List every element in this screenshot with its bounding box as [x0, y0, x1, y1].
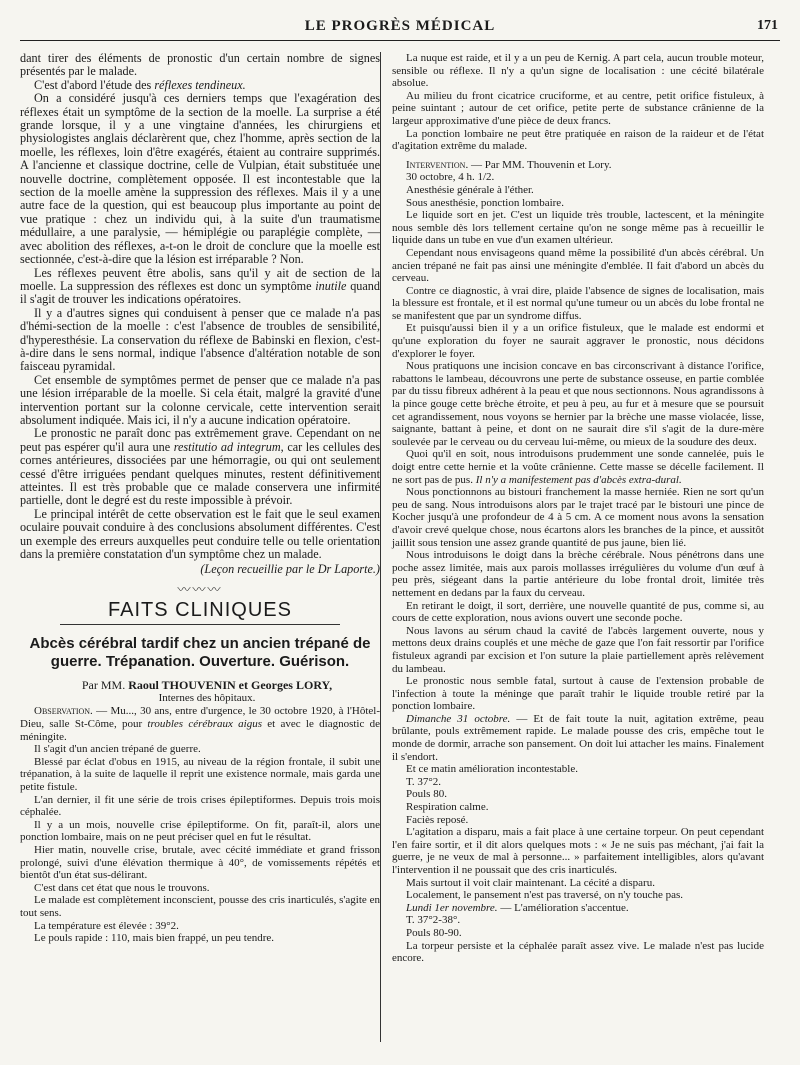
paragraph: Le pouls rapide : 110, mais bien frappé, un peu tendre. — [34, 932, 274, 945]
paragraph: Lundi 1er novembre. — L'amélioration s'accentue. — [406, 901, 629, 914]
paragraph: Nous pratiquons une incision concave en bas circonscrivant à distance l'orifice, rabattons le lambeau, découvrons une perte de substance osseuse, en partie comblée par du tissu fibreux adhérent à la peau et que nous sectionnons. Nous agrandissons à la pince gouge cette brèche étroite, et peu à peu, au fur et à mesure que se poursuit cet agrandissement, nous voyons se hernier par la brèche une masse violacée, lisse, saignante, battant à peine, et dont on ne saurait dire s'il s'agit de la dure-mère soulevée par le cerveau ou du cerveau lui-même, ou mieux de la soudure des deux. — [392, 360, 764, 448]
paragraph: La nuque est raide, et il y a un peu de Kernig. A part cela, aucun trouble moteur, sensible ou réflexe. Il n'y a qu'un signe de localisation : une cécité bilatérale absolue. — [392, 52, 764, 90]
paragraph: Cependant nous envisageons quand même la possibilité d'un abcès cérébral. Un ancien trépané ne fait pas ainsi une méningite d'emblée. Il fait d'abord un abcès du cerveau. — [392, 246, 764, 285]
paragraph: Nous introduisons le doigt dans la brèche cérébrale. Nous pénétrons dans une poche assez limitée, mais aux parois mollasses irrégulières du volume d'un œuf à peu près, siégeant dans la partie antérieure du lobe frontal droit, limitée très nettement en dedans par la faux du cerveau. — [392, 549, 764, 599]
paragraph: Le liquide sort en jet. C'est un liquide très trouble, lactescent, et la méningite nous semble dès lors tellement certaine qu'on ne songe même pas à recueillir le liquide dans un tube en vue d'un examen ultérieur. — [392, 209, 764, 247]
paragraph: Localement, le pansement n'est pas traversé, on n'y touche pas. — [406, 889, 684, 902]
page-number: 171 — [757, 18, 778, 33]
paragraph: T. 37°2-38°. — [406, 914, 461, 927]
paragraph: Contre ce diagnostic, à vrai dire, plaide l'absence de signes de localisation, mais la blessure est frontale, et il est normal qu'une tumeur ou un abcès du lobe frontal ne se manifestent que par un syndrome diffus. — [392, 284, 764, 322]
heading-rule — [60, 624, 340, 625]
paragraph: Le pronostic ne paraît donc pas extrêmement grave. Cependant on ne peut pas espérer qu'il aura une restitutio ad integrum, car les cellules des cornes antérieures, dissociées par une hémorragie, ou qui ont seulement cessé d'être irriguées pendant quelques minutes, restent définitivement atteintes. Il est très probable que ce malade conservera une infirmité partielle, dont le degré est du reste impossible à prévoir. — [20, 426, 380, 508]
paragraph: Il y a d'autres signes qui conduisent à penser que ce malade n'a pas d'hémi-section de la moelle : c'est l'absence de troubles de sensibilité, d'hyperesthésie. La conservation du réflexe de Babinski en flexion, c'est-à-dire dans le sens normal, indique l'absence d'altération notable de son faisceau pyramidal. — [20, 305, 380, 374]
observation-block — [20, 705, 380, 944]
paragraph: Nous lavons au sérum chaud la cavité de l'abcès largement ouverte, nous y mettons deux drains couplés et une mèche de gaze que l'on fait ressortir par l'orifice fistuleux agrandi par excision et l'on suture la plaie partiellement après relèvement du lambeau. — [392, 624, 764, 675]
paragraph: Sous anesthésie, ponction lombaire. — [406, 196, 564, 209]
paragraph: Dimanche 31 octobre. — Et de fait toute la nuit, agitation extrême, peau brûlante, pouls extrêmement rapide. Le malade pousse des cris, empêche tout le monde de dormir, arrache son pansement. On doit lui attacher les mains. Finalement il s'endort. — [392, 712, 764, 763]
paragraph: C'est d'abord l'étude des réflexes tendineux. — [34, 77, 246, 92]
paragraph: Observation. — Mu..., 30 ans, entre d'urgence, le 30 octobre 1920, à l'Hôtel-Dieu, salle St-Côme, pour troubles cérébraux aigus et avec le diagnostic de méningite. — [20, 705, 381, 743]
article-title: Abcès cérébral tardif chez un ancien trépané de guerre. Trépanation. Ouverture. Guérison. — [29, 634, 371, 670]
paragraph: dant tirer des éléments de pronostic d'un certain nombre de signes présentés par le malade. — [20, 51, 380, 79]
paragraph: La température est élevée : 39°2. — [34, 919, 179, 932]
paragraph: Anesthésie générale à l'éther. — [406, 183, 534, 196]
paragraph: La ponction lombaire ne peut être pratiquée en raison de la raideur et de l'état d'agitation extrême du malade. — [392, 127, 764, 153]
paragraph: Le pronostic nous semble fatal, surtout à cause de l'extension probable de l'infection à toute la méninge que paraît trahir le liquide trouble retiré par la ponction lombaire. — [392, 675, 764, 713]
paragraph: Nous ponctionnons au bistouri franchement la masse herniée. Rien ne sort qu'un peu de sang. Nous introduisons alors par le trajet tracé par le bistouri une pince de Kocher jusqu'à une profondeur de 4 à 5 cm. A ce moment nous avons la sensation d'avoir crevé quelque chose, nous écartons alors les branches de la pince, et aussitôt jaillit sous tension une assez grande quantité de pus jaune, bien lié. — [392, 486, 764, 549]
paragraph: Intervention. — Par MM. Thouvenin et Lory. — [406, 158, 612, 171]
right-column — [392, 52, 764, 965]
paragraph: Au milieu du front cicatrice cruciforme, et au centre, petit orifice fistuleux, à peine suintant ; autour de cet orifice, petite perte de substance crânienne de la largeur approximative d'une pièce de deux francs. — [392, 89, 764, 127]
paragraph: Mais surtout il voit clair maintenant. La cécité a disparu. — [406, 876, 655, 889]
column-divider — [380, 52, 381, 1042]
paragraph: 30 octobre, 4 h. 1/2. — [406, 171, 495, 184]
paragraph: Le malade est complètement inconscient, pousse des cris inarticulés, s'agite en tout sens. — [20, 894, 380, 919]
paragraph: T. 37°2. — [406, 775, 442, 788]
paragraph: Et ce matin amélioration incontestable. — [406, 763, 578, 776]
paragraph: En retirant le doigt, il sort, derrière, une nouvelle quantité de pus, comme si, au cours de cette exploration, nous avions ouvert une seconde poche. — [392, 599, 764, 625]
paragraph: Il s'agit d'un ancien trépané de guerre. — [34, 743, 201, 756]
paragraph: Le principal intérêt de cette observation est le fait que le seul examen oculaire pouvait conduire à des conclusions absolument différentes. C'est un exemple des erreurs auxquelles peut conduire telle ou telle orientation dans la première constatation d'un symptôme chez un malade. — [20, 506, 380, 562]
paragraph: Quoi qu'il en soit, nous introduisons prudemment une sonde cannelée, puis le doigt entre cette hernie et la voûte crânienne. Cette masse se décelle facilement. Il ne sort pas de pus. Il n'y a manifestement pas d'abcès extra-dural. — [392, 448, 764, 486]
section-heading: FAITS CLINIQUES — [108, 599, 292, 622]
paragraph: Cet ensemble de symptômes permet de penser que ce malade n'a pas une lésion irréparable de la moelle. Si cela était, malgré la gravité d'une intervention portant sur la colonne cervicale, cette intervention serait absolument indiquée. Mais ici, il n'y a aucune indication opératoire. — [20, 372, 380, 427]
paragraph: C'est dans cet état que nous le trouvons. — [34, 881, 210, 894]
paragraph: On a considéré jusqu'à ces derniers temps que l'exagération des réflexes était un symptôme de la section de la moelle. La surprise a été grande lorsque, il y a une vingtaine d'années, les chirurgiens et physiologistes anglais déclarèrent que, chez l'homme, après section de la moelle, les réflexes, loin d'être exagérés, étaient au contraire supprimés. A l'ancienne et classique doctrine, celle de Vulpian, était substituée une nouvelle doctrine, complètement opposée. Il est incontestable que la section de la moelle amène la suppression des réflexes. Mais il y a une autre face de la question, qui est beaucoup plus importante au point de vue pratique : chez un individu qui, à la suite d'un traumatisme médullaire, a une paralysie, — hémiplégie ou paraplégie complète, — avec abolition des réflexes, a-t-on le droit de conclure que la moelle est sectionnée, c'est-à-dire que la lésion est irréparable ? Non. — [20, 91, 380, 267]
paragraph: Faciès reposé. — [406, 813, 469, 826]
paragraph: Il y a un mois, nouvelle crise épileptiforme. On fit, paraît-il, alors une ponction lombaire, mais on ne peut préciser quel en fut le résultat. — [20, 818, 380, 844]
article-authors: Par MM. Raoul THOUVENIN et Georges LORY, — [81, 677, 333, 692]
paragraph: Pouls 80. — [406, 788, 447, 801]
paragraph: La torpeur persiste et la céphalée paraît assez vive. Le malade n'est pas lucide encore. — [392, 939, 764, 965]
paragraph: Hier matin, nouvelle crise, brutale, avec cécité immédiate et grand frisson prolongé, suivi d'une élévation thermique à 40°, de vomissements répétés et bientôt d'un état sus-délirant. — [20, 844, 380, 882]
paragraph: L'an dernier, il fit une série de trois crises épileptiformes. Depuis trois mois céphalée. — [20, 793, 380, 819]
paragraph: Les réflexes peuvent être abolis, sans qu'il y ait de section de la moelle. La suppression des réflexes est donc un symptôme inutile quand il s'agit de trouver les indications opératoires. — [20, 265, 380, 307]
paragraph: Et puisqu'aussi bien il y a un orifice fistuleux, que le malade est endormi et qu'une exploration du foyer ne saurait aggraver le pronostic, nous décidons d'explorer le foyer. — [392, 322, 764, 360]
lecture-credit: (Leçon recueillie par le Dr Laporte.) — [200, 562, 380, 577]
paragraph: Blessé par éclat d'obus en 1915, au niveau de la région frontale, il subit une trépanation, à la suite de laquelle il reprit une existence normale, mais garda une petite fistule. — [20, 755, 380, 794]
journal-title: LE PROGRÈS MÉDICAL — [304, 18, 496, 34]
left-column — [20, 52, 380, 945]
author-affiliation: Internes des hôpitaux. — [158, 692, 256, 705]
paragraph: Respiration calme. — [406, 801, 489, 814]
page-header — [20, 18, 780, 41]
paragraph: L'agitation a disparu, mais a fait place à une certaine torpeur. On peut cependant l'en faire sortir, et il dit alors quelques mots : « Je ne suis pas méchant, j'ai fait la guerre, je ne veux de mal à personne... » parfaitement intelligibles, alors qu'avant l'intervention il ne poussait que des cris inarticulés. — [392, 826, 764, 876]
paragraph: Pouls 80-90. — [406, 926, 462, 939]
ornament-divider: 〰〰〰 — [177, 581, 223, 597]
